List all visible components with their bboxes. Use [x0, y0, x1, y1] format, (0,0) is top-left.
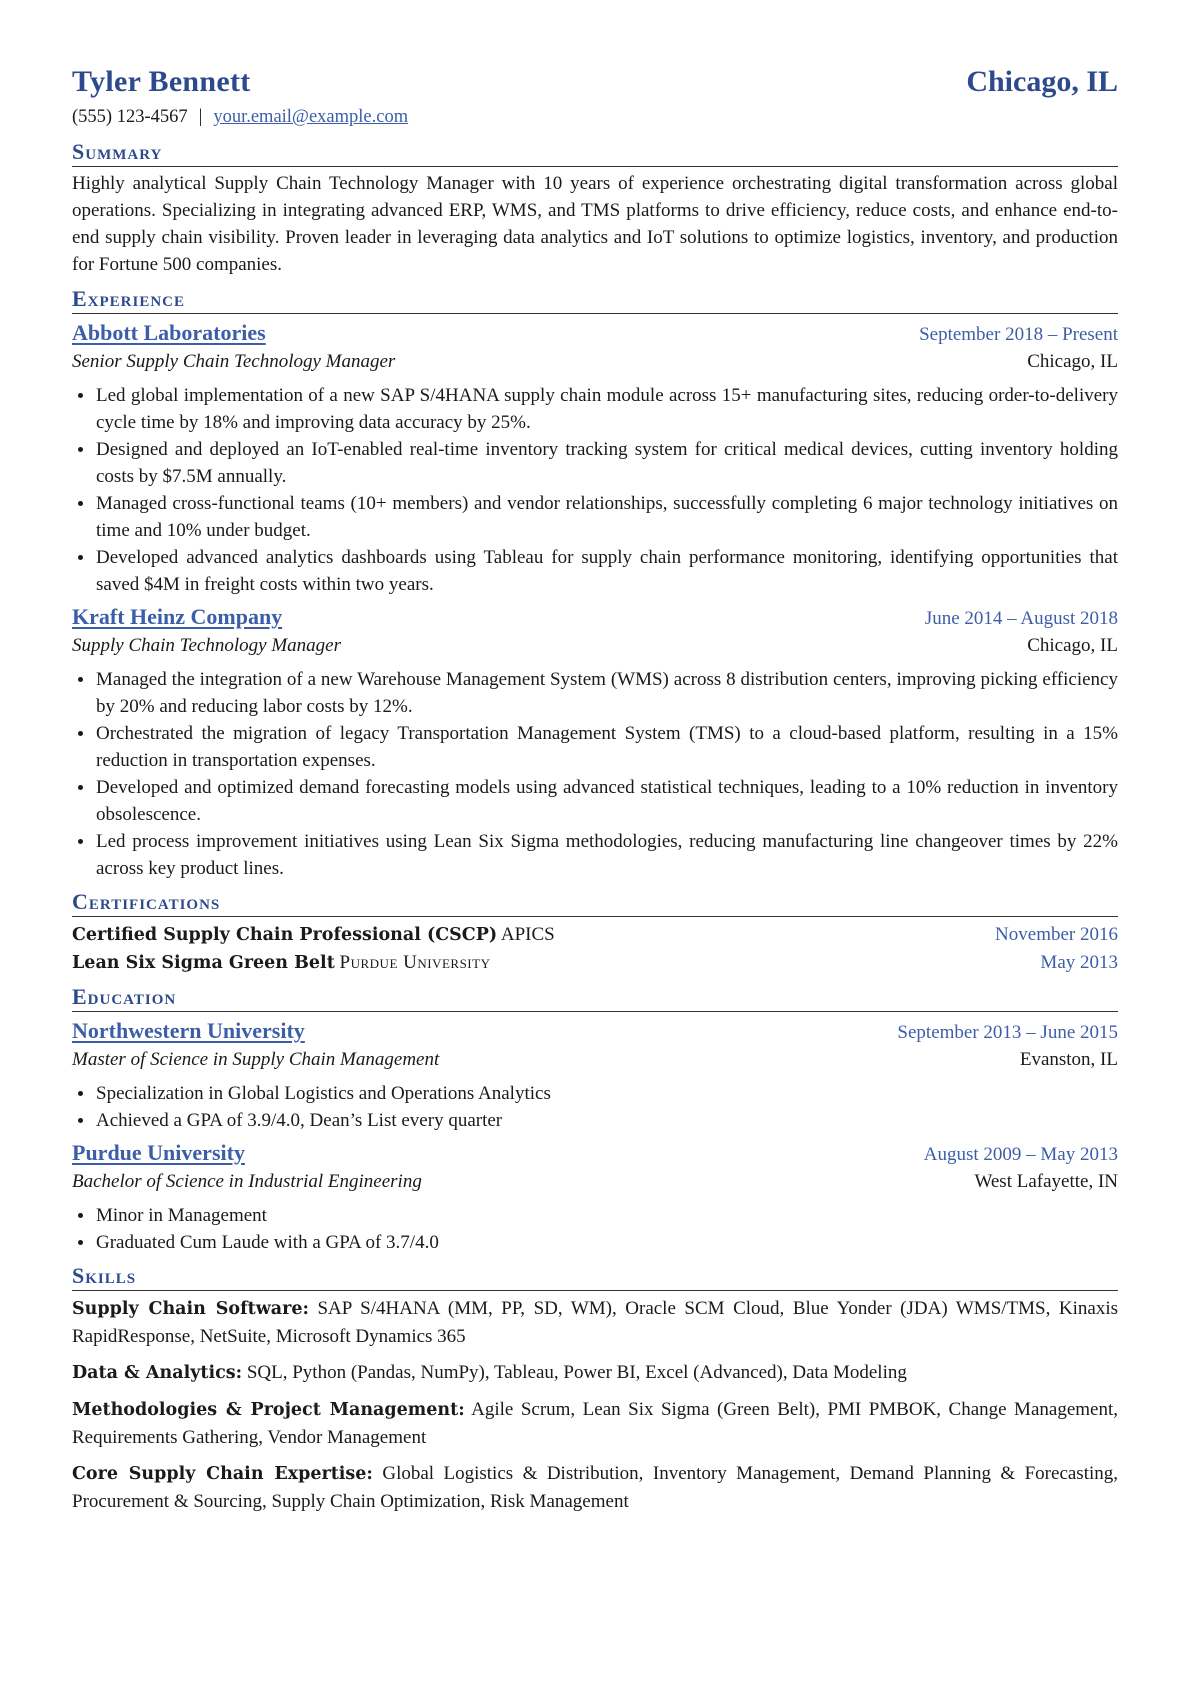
education-entry	[72, 1138, 1118, 1256]
list-item	[72, 774, 1118, 828]
school-location: Evanston, IL	[1019, 1049, 1118, 1070]
skill-text: Global Logistics & Distribution, Inventory Management, Demand Planning & Forecasting, Procurement & Sourcing, Supply Chain Optimization, Risk Management	[72, 1463, 1119, 1512]
bullet-icon	[78, 393, 83, 398]
education-bullets	[72, 1202, 1118, 1256]
list-item	[72, 666, 1118, 720]
list-item	[72, 382, 1118, 436]
candidate-location: Chicago, IL	[966, 65, 1118, 98]
school-link[interactable]: Purdue University	[72, 1140, 245, 1165]
skill-group	[72, 1295, 1118, 1350]
bullet-text: Specialization in Global Logistics and Operations Analytics	[96, 1083, 551, 1104]
bullet-text: Managed the integration of a new Warehouse Management System (WMS) across 8 distribution centers, improving picking efficiency by 20% and reducing labor costs by 12%.	[96, 669, 1118, 717]
bullet-icon	[78, 555, 83, 560]
bullet-icon	[78, 1240, 83, 1245]
section-title-summary: Summary	[72, 138, 1118, 167]
education-dates: August 2009 – May 2013	[923, 1144, 1118, 1165]
certification-row	[72, 949, 1118, 977]
job-title: Senior Supply Chain Technology Manager	[72, 351, 396, 372]
education-bullets	[72, 1080, 1118, 1134]
contact-separator: |	[198, 107, 203, 127]
bullet-text: Graduated Cum Laude with a GPA of 3.7/4.0	[96, 1232, 439, 1253]
bullet-text: Led global implementation of a new SAP S/4HANA supply chain module across 15+ manufacturing sites, reducing order-to-delivery cycle time by 18% and improving data accuracy by 25%.	[96, 385, 1118, 433]
bullet-text: Developed and optimized demand forecasting models using advanced statistical techniques, leading to a 10% reduction in inventory obsolescence.	[96, 777, 1118, 825]
section-title-education: Education	[72, 983, 1118, 1012]
bullet-text: Managed cross-functional teams (10+ members) and vendor relationships, successfully completing 6 major technology initiatives on time and 10% under budget.	[96, 493, 1118, 541]
phone-number: (555) 123-4567	[72, 107, 188, 127]
section-title-certifications: Certifications	[72, 888, 1118, 917]
company-link[interactable]: Kraft Heinz Company	[72, 604, 283, 629]
bullet-icon	[78, 1118, 83, 1123]
skill-label: Data & Analytics:	[72, 1363, 243, 1383]
certification-name: Certified Supply Chain Professional (CSCP)	[72, 925, 498, 945]
bullet-text: Minor in Management	[96, 1205, 267, 1226]
skill-group	[72, 1460, 1118, 1515]
certification-issuer: Purdue University	[339, 952, 491, 973]
education-entry	[72, 1016, 1118, 1134]
certification-date: May 2013	[1040, 952, 1118, 973]
education-dates: September 2013 – June 2015	[897, 1022, 1118, 1043]
job-dates: June 2014 – August 2018	[924, 608, 1118, 629]
certification-date: November 2016	[995, 924, 1118, 945]
bullet-icon	[78, 1213, 83, 1218]
job-dates: September 2018 – Present	[919, 324, 1118, 345]
list-item	[72, 1080, 1118, 1107]
list-item	[72, 1202, 1118, 1229]
bullet-text: Designed and deployed an IoT-enabled real-time inventory tracking system for critical medical devices, cutting inventory holding costs by $7.5M annually.	[96, 439, 1118, 487]
skill-label: Core Supply Chain Expertise:	[72, 1464, 373, 1484]
skill-group	[72, 1359, 1118, 1387]
bullet-icon	[78, 447, 83, 452]
job-title: Supply Chain Technology Manager	[72, 635, 341, 656]
bullet-text: Orchestrated the migration of legacy Transportation Management System (TMS) to a cloud-based platform, resulting in a 15% reduction in transportation expenses.	[96, 723, 1118, 771]
skills-list	[72, 1295, 1118, 1515]
bullet-text: Developed advanced analytics dashboards using Tableau for supply chain performance monitoring, identifying opportunities that saved $4M in freight costs within two years.	[96, 547, 1118, 595]
summary-text: Highly analytical Supply Chain Technology Manager with 10 years of experience orchestrating digital transformation across global operations. Specializing in integrating advanced ERP, WMS, and TMS platforms to drive efficiency, reduce costs, and enhance end-to-end supply chain visibility. Proven leader in leveraging data analytics and IoT solutions to optimize logistics, inventory, and production for Fortune 500 companies.	[72, 173, 1118, 275]
bullet-icon	[78, 1091, 83, 1096]
list-item	[72, 828, 1118, 882]
job-entry	[72, 318, 1118, 598]
school-link[interactable]: Northwestern University	[72, 1018, 305, 1043]
skill-label: Supply Chain Software:	[72, 1299, 309, 1319]
job-bullets	[72, 666, 1118, 882]
contact-line	[72, 104, 1118, 130]
job-entry	[72, 602, 1118, 882]
email-link[interactable]: your.email@example.com	[213, 107, 409, 127]
bullet-icon	[78, 731, 83, 736]
list-item	[72, 720, 1118, 774]
section-title-experience: Experience	[72, 285, 1118, 314]
skill-text: Agile Scrum, Lean Six Sigma (Green Belt), PMI PMBOK, Change Management, Requirements Gathering, Vendor Management	[72, 1399, 1118, 1448]
certification-issuer: APICS	[500, 924, 555, 945]
job-location: Chicago, IL	[1027, 635, 1118, 656]
degree-title: Master of Science in Supply Chain Management	[72, 1049, 440, 1070]
resume-header	[72, 62, 1118, 102]
bullet-icon	[78, 501, 83, 506]
job-bullets	[72, 382, 1118, 598]
section-title-skills: Skills	[72, 1262, 1118, 1291]
list-item	[72, 436, 1118, 490]
company-link[interactable]: Abbott Laboratories	[72, 320, 266, 345]
skill-text: SQL, Python (Pandas, NumPy), Tableau, Power BI, Excel (Advanced), Data Modeling	[246, 1362, 907, 1383]
bullet-icon	[78, 839, 83, 844]
certification-name: Lean Six Sigma Green Belt	[72, 953, 335, 973]
list-item	[72, 490, 1118, 544]
degree-title: Bachelor of Science in Industrial Engineering	[72, 1171, 422, 1192]
list-item	[72, 1229, 1118, 1256]
skill-text: SAP S/4HANA (MM, PP, SD, WM), Oracle SCM Cloud, Blue Yonder (JDA) WMS/TMS, Kinaxis RapidResponse, NetSuite, Microsoft Dynamics 365	[72, 1298, 1119, 1347]
certifications-list	[72, 921, 1118, 977]
bullet-icon	[78, 785, 83, 790]
job-location: Chicago, IL	[1027, 351, 1118, 372]
list-item	[72, 1107, 1118, 1134]
bullet-text: Achieved a GPA of 3.9/4.0, Dean’s List every quarter	[96, 1110, 503, 1131]
bullet-text: Led process improvement initiatives using Lean Six Sigma methodologies, reducing manufacturing line changeover times by 22% across key product lines.	[96, 831, 1118, 879]
skill-label: Methodologies & Project Management:	[72, 1400, 465, 1420]
school-location: West Lafayette, IN	[974, 1171, 1118, 1192]
list-item	[72, 544, 1118, 598]
candidate-name: Tyler Bennett	[72, 65, 251, 98]
certification-row	[72, 921, 1118, 949]
skill-group	[72, 1396, 1118, 1451]
bullet-icon	[78, 677, 83, 682]
